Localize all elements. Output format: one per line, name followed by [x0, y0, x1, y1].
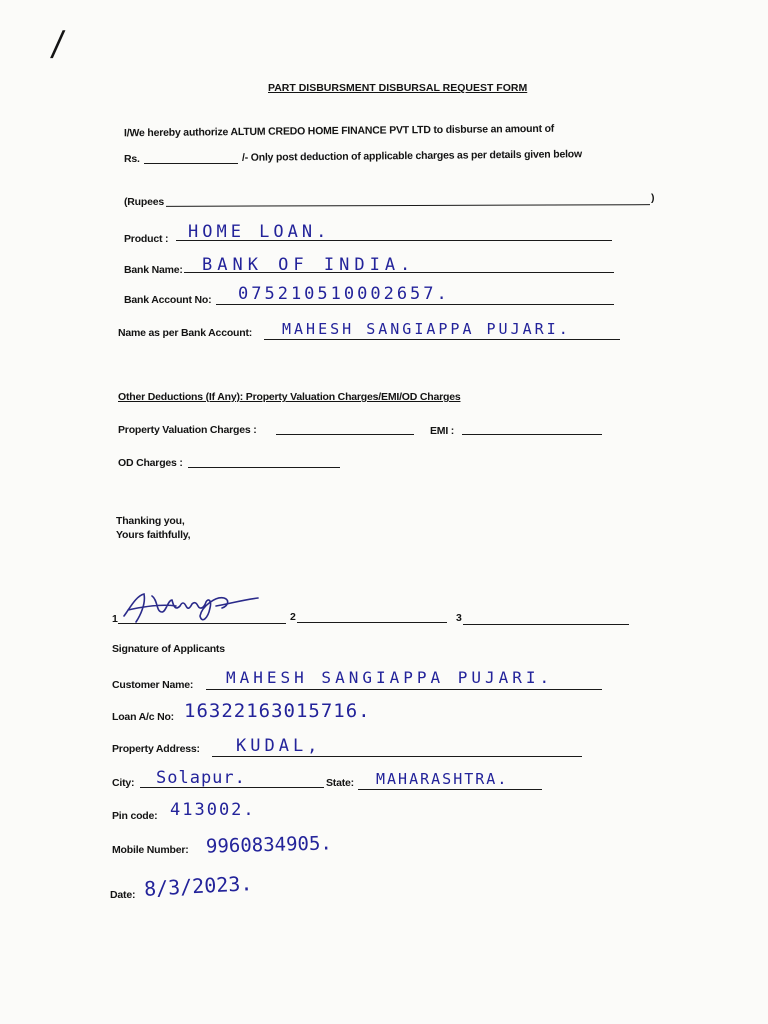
signature-caption: Signature of Applicants [112, 643, 225, 655]
signature-number-2: 2 [290, 611, 296, 623]
intro-rs-label: Rs. [124, 153, 140, 165]
od-label: OD Charges : [118, 457, 183, 469]
account-no-label: Bank Account No: [124, 294, 212, 306]
rupees-field-line[interactable] [166, 204, 650, 207]
form-title: PART DISBURSMENT DISBURSAL REQUEST FORM [268, 82, 528, 94]
emi-label: EMI : [430, 425, 455, 437]
mobile-label: Mobile Number: [112, 844, 189, 856]
state-label: State: [326, 777, 354, 789]
date-value[interactable]: 8/3/2023. [143, 871, 253, 901]
rupees-close: ) [651, 192, 655, 204]
amount-field-line[interactable] [144, 163, 238, 164]
pin-value[interactable]: 413002. [170, 800, 256, 820]
loan-no-label: Loan A/c No: [112, 711, 174, 723]
state-value[interactable]: MAHARASHTRA. [376, 770, 509, 788]
account-no-value[interactable]: 075210510002657. [238, 284, 450, 304]
valuation-label: Property Valuation Charges : [118, 424, 257, 436]
bank-name-value[interactable]: BANK OF INDIA. [202, 255, 416, 275]
signature-line-2[interactable] [297, 622, 447, 623]
rupees-label: (Rupees [124, 196, 165, 208]
city-label: City: [112, 777, 135, 789]
date-label: Date: [110, 889, 136, 901]
page-mark: / [49, 24, 67, 64]
signature-number-3: 3 [456, 612, 462, 624]
mobile-value[interactable]: 9960834905. [205, 832, 333, 858]
pin-label: Pin code: [112, 810, 158, 822]
address-label: Property Address: [112, 743, 200, 755]
thanks-text: Thanking you, [116, 515, 185, 527]
intro-line-2: /- Only post deduction of applicable charges as per details given below [241, 148, 583, 164]
account-no-field-line[interactable] [216, 304, 614, 305]
od-field-line[interactable] [188, 467, 340, 468]
applicant-signature [116, 586, 266, 630]
product-label: Product : [124, 233, 169, 245]
account-name-field-line[interactable] [264, 339, 620, 340]
state-field-line[interactable] [358, 789, 542, 790]
customer-name-label: Customer Name: [112, 679, 194, 691]
product-value[interactable]: HOME LOAN. [188, 222, 331, 242]
signature-line-3[interactable] [463, 624, 629, 625]
account-name-value[interactable]: MAHESH SANGIAPPA PUJARI. [282, 320, 571, 338]
emi-field-line[interactable] [462, 434, 602, 435]
address-value[interactable]: KUDAL, [236, 736, 322, 756]
customer-name-value[interactable]: MAHESH SANGIAPPA PUJARI. [226, 668, 554, 687]
deductions-heading: Other Deductions (If Any): Property Valuation Charges/EMI/OD Charges [118, 391, 461, 403]
address-field-line[interactable] [212, 756, 582, 757]
yours-text: Yours faithfully, [116, 529, 191, 541]
signature-number-1: 1 [112, 613, 118, 625]
city-value[interactable]: Solapur. [156, 768, 246, 788]
bank-name-label: Bank Name: [124, 264, 183, 276]
intro-line-1: I/We hereby authorize ALTUM CREDO HOME FINANCE PVT LTD to disburse an amount of [123, 122, 555, 140]
customer-name-field-line[interactable] [206, 689, 602, 690]
valuation-field-line[interactable] [276, 434, 414, 435]
account-name-label: Name as per Bank Account: [118, 327, 253, 339]
loan-no-value[interactable]: 16322163015716. [184, 700, 371, 722]
